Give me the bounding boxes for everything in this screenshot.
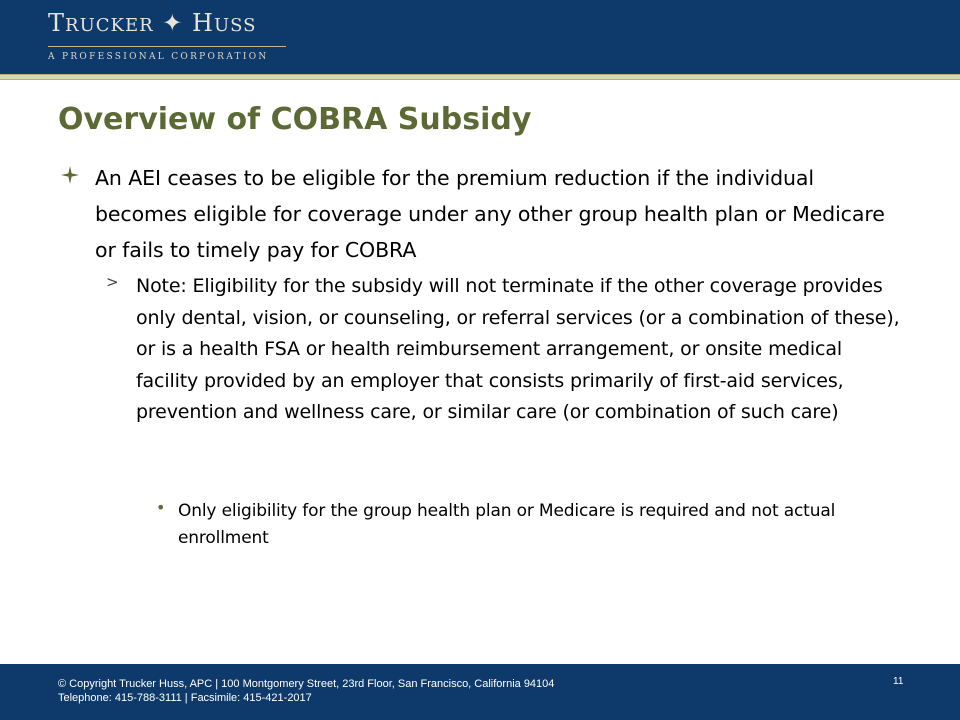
firm-logo (48, 8, 288, 62)
four-point-star-icon (60, 165, 80, 185)
bullet-level-3-text: Only eligibility for the group health plan or Medicare is required and not actual enrollment (178, 501, 836, 548)
footer-line-1: © Copyright Trucker Huss, APC | 100 Montgomery Street, 23rd Floor, San Francisco, California 94104 (58, 678, 555, 690)
logo-name (48, 8, 288, 41)
bullet-level-2-text: Note: Eligibility for the subsidy will not terminate if the other coverage provides only dental, vision, or counseling, or referral services (or a combination of these), or is a health FSA or health reimbursement arrangement, or onsite medical facility provided by an employer that consists primarily of first-aid services, prevention and wellness care, or similar care (or combination of such care) (136, 275, 900, 423)
dot-bullet-icon: • (156, 498, 166, 517)
bullet-level-2 (106, 271, 906, 429)
slide-header (0, 0, 960, 74)
bullet-level-1-text: An AEI ceases to be eligible for the premium reduction if the individual becomes eligible for coverage under any other group health plan or Medicare or fails to timely pay for COBRA (95, 166, 885, 262)
chevron-right-icon: > (106, 273, 119, 291)
footer-line-2: Telephone: 415-788-3111 | Facsimile: 415-421-2017 (58, 692, 312, 704)
footer-copyright (58, 677, 554, 705)
logo-name-text: TRUCKER ✦ HUSS (48, 9, 257, 37)
logo-subtitle: A PROFESSIONAL CORPORATION (48, 52, 269, 62)
bullet-level-1 (60, 160, 910, 268)
slide-title: Overview of COBRA Subsidy (58, 102, 532, 137)
slide-footer (0, 664, 960, 720)
header-rule (0, 74, 960, 80)
logo-rule (48, 46, 286, 47)
page-number: 11 (893, 676, 904, 687)
bullet-level-3 (156, 498, 906, 552)
